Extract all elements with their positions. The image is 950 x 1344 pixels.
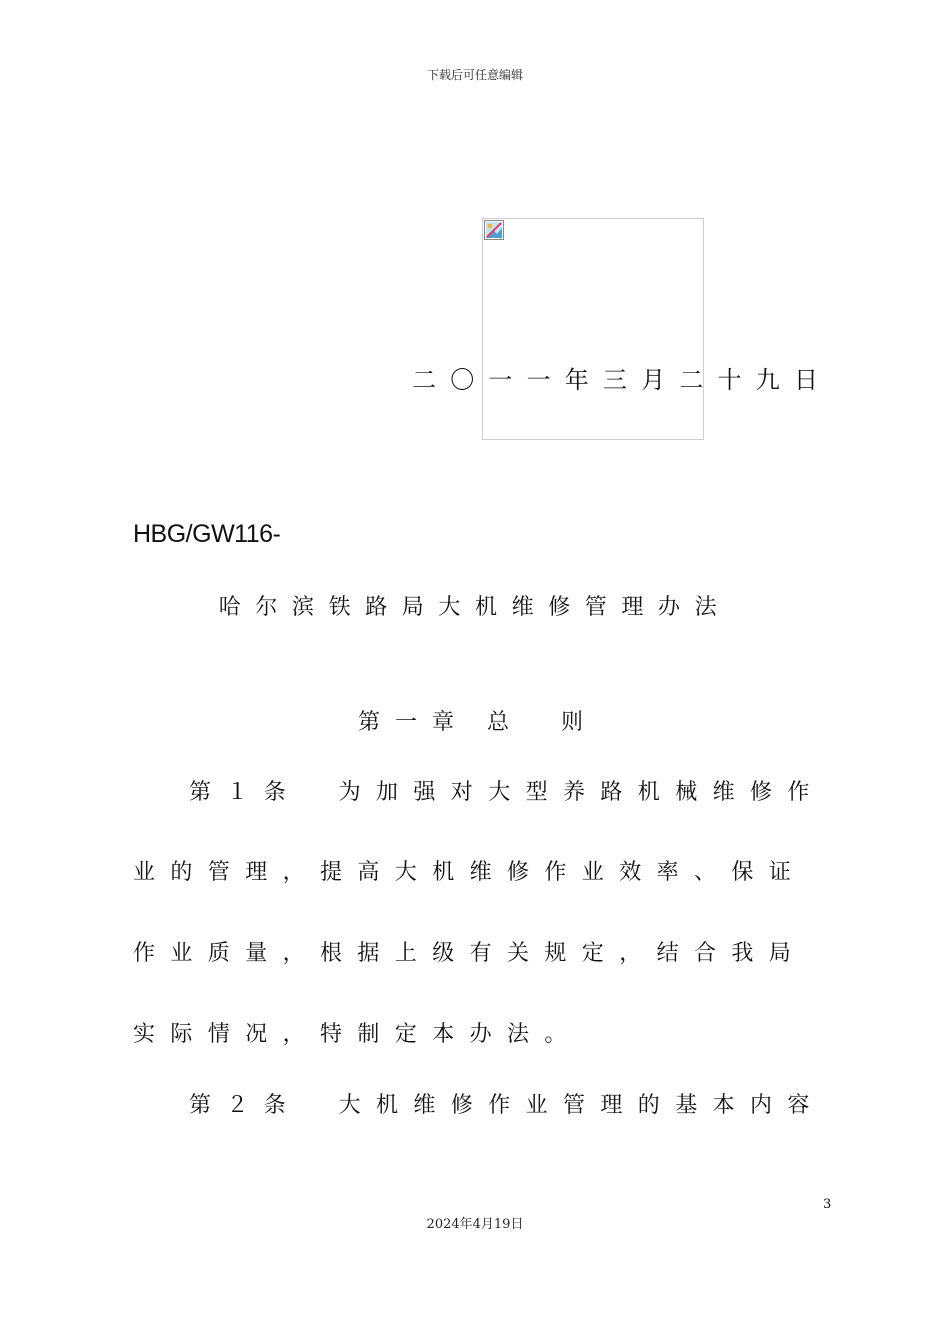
cover-date: 二〇一一年三月二十九日	[412, 366, 833, 394]
body-line: 作业质量，根据上级有关规定，结合我局	[133, 941, 807, 966]
body-line: 第２条 大机维修作业管理的基本内容	[189, 1093, 825, 1118]
page-footer-date: 2024年4月19日	[426, 1217, 524, 1232]
image-placeholder	[482, 218, 704, 440]
page-number: 3	[823, 1197, 832, 1212]
body-line: 业的管理，提高大机维修作业效率、保证	[133, 860, 807, 885]
document-title: 哈尔滨铁路局大机维修管理办法	[218, 595, 732, 620]
chapter-label: 第一章	[358, 710, 470, 735]
body-line: 实际情况，特制定本办法。	[133, 1022, 582, 1047]
chapter-word-1: 总	[487, 710, 510, 735]
body-line: 第１条 为加强对大型养路机械维修作	[189, 780, 825, 805]
chapter-word-2: 则	[561, 710, 584, 735]
page-header: 下载后可任意编辑	[426, 68, 523, 82]
broken-image-icon	[484, 220, 504, 240]
document-code: HBG/GW116-	[133, 520, 281, 548]
chapter-heading	[358, 705, 583, 736]
